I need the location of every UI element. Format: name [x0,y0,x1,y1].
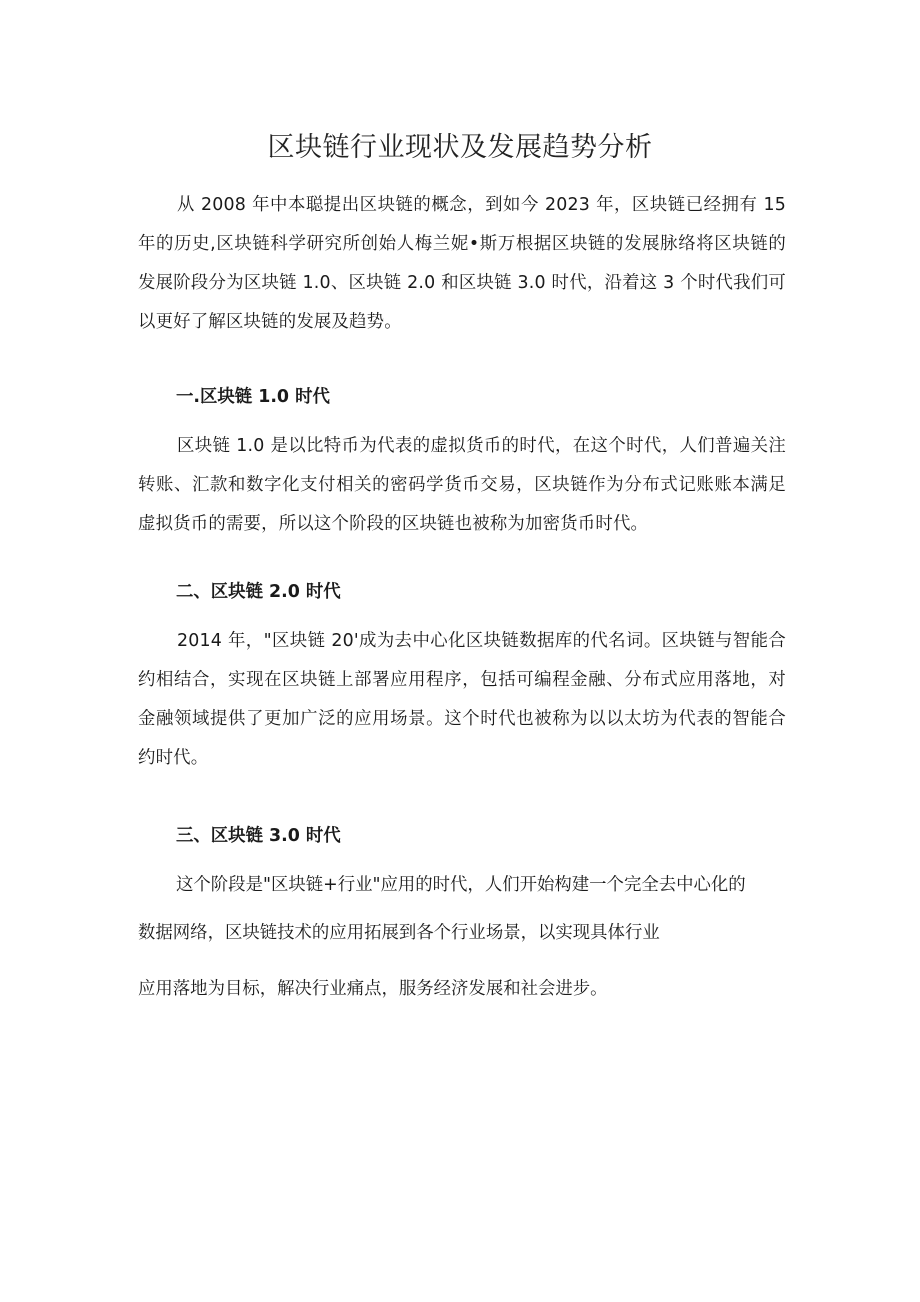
section-body-2: 2014 年，"区块链 20'成为去中心化区块链数据库的代名词。区块链与智能合约相结合，实现在区块链上部署应用程序，包括可编程金融、分布式应用落地，对金融领域提供了更加广泛的应用场景。这个时代也被称为以以太坊为代表的智能合约时代。 [138,631,786,768]
section-body-3-line-1: 这个阶段是"区块链+行业"应用的时代，人们开始构建一个完全去中心化的 [176,875,746,895]
section-body-1: 区块链 1.0 是以比特币为代表的虚拟货币的时代，在这个时代，人们普遍关注转账、汇款和数字化支付相关的密码学货币交易，区块链作为分布式记账账本满足虚拟货币的需要，所以这个阶段的区块链也被称为加密货币时代。 [138,436,786,534]
section-body-3-line-2: 数据网络，区块链技术的应用拓展到各个行业场景，以实现具体行业 [138,923,660,943]
section-heading-3: 三、区块链 3.0 时代 [176,826,341,846]
section-heading-1: 一.区块链 1.0 时代 [176,387,330,407]
document-title: 区块链行业现状及发展趋势分析 [267,132,653,163]
section-heading-2: 二、区块链 2.0 时代 [176,582,341,602]
section-body-3-line-3: 应用落地为目标，解决行业痛点，服务经济发展和社会进步。 [138,979,608,999]
intro-paragraph: 从 2008 年中本聪提出区块链的概念，到如今 2023 年，区块链已经拥有 15 年的历史,区块链科学研究所创始人梅兰妮•斯万根据区块链的发展脉络将区块链的发展阶段分为区块链 1.0、区块链 2.0 和区块链 3.0 时代，沿着这 3 个时代我们可以更好了解区块链的发展及趋势。 [138,195,786,332]
